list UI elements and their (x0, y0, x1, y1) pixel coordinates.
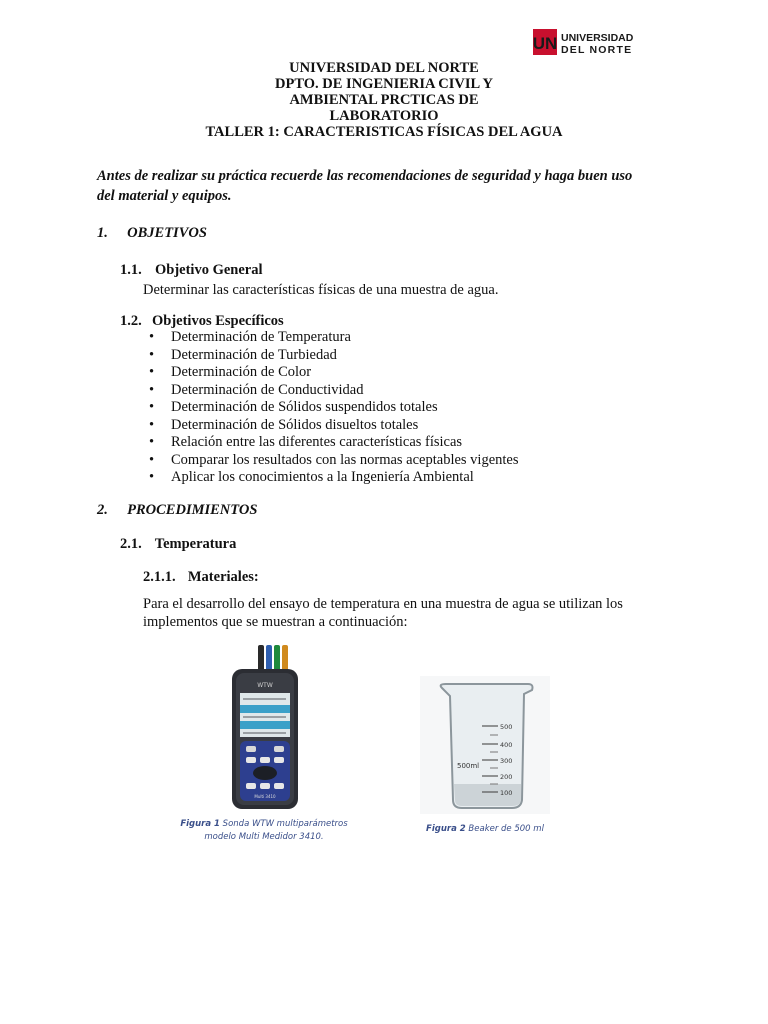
section-1-number: 1. (97, 225, 108, 241)
figure-1-caption (176, 818, 352, 844)
section-2-title: PROCEDIMIENTOS (127, 502, 258, 518)
figure-2-image (420, 676, 550, 814)
logo-line1: UNIVERSIDAD (561, 32, 634, 44)
university-logo-mark (533, 26, 639, 58)
figure-1-label: Figura 1 (180, 819, 220, 829)
safety-warning-line2: del material y equipos. (97, 188, 232, 204)
list-item: • Aplicar los conocimientos a la Ingeniería Ambiental (147, 469, 519, 487)
section-1-heading (97, 225, 207, 242)
header-practices: AMBIENTAL PRCTICAS DE (289, 92, 479, 108)
section-2-number: 2. (97, 502, 108, 518)
section-1-2-heading (120, 313, 284, 330)
figure-2-label: Figura 2 (426, 824, 466, 834)
section-2-1-1-heading (143, 569, 259, 586)
section-1-2-number: 1.2. (120, 313, 142, 329)
list-item: • Relación entre las diferentes características físicas (147, 434, 519, 452)
section-2-1-title: Temperatura (154, 536, 237, 552)
section-1-1-heading (120, 262, 263, 279)
list-item: • Determinación de Sólidos suspendidos totales (147, 399, 519, 417)
specific-objectives-list (147, 329, 519, 487)
list-item: • Comparar los resultados con las normas aceptables vigentes (147, 452, 519, 470)
university-logo (533, 26, 639, 58)
multiparameter-meter-illustration (184, 643, 344, 815)
logo-mark-text: UN (533, 34, 558, 53)
section-2-1-1-title: Materiales: (187, 569, 259, 585)
beaker-scale-200: 200 (500, 773, 513, 781)
section-2-heading (97, 502, 257, 519)
general-objective-text: Determinar las características físicas de una muestra de agua. (143, 282, 499, 298)
beaker-scale-500: 500 (500, 723, 513, 731)
header-workshop-title: TALLER 1: CARACTERISTICAS FÍSICAS DEL AGUA (205, 124, 563, 140)
beaker-scale-100: 100 (500, 789, 513, 797)
figure-1-caption-line2: modelo Multi Medidor 3410. (204, 832, 324, 842)
header-university: UNIVERSIDAD DEL NORTE (289, 60, 479, 76)
figure-1-caption-line1: Sonda WTW multiparámetros (219, 819, 348, 829)
beaker-scale-400: 400 (500, 741, 513, 749)
list-item: • Determinación de Conductividad (147, 382, 519, 400)
section-1-1-number: 1.1. (120, 262, 142, 278)
list-item: • Determinación de Turbiedad (147, 347, 519, 365)
logo-line2: DEL NORTE (561, 44, 633, 56)
header-department: DPTO. DE INGENIERIA CIVIL Y (275, 76, 493, 92)
figure-2-caption-text: Beaker de 500 ml (465, 824, 544, 834)
beaker-illustration (420, 676, 550, 814)
section-2-1-1-number: 2.1.1. (143, 569, 176, 585)
section-1-2-title: Objetivos Específicos (152, 313, 284, 329)
device-brand: WTW (257, 682, 273, 689)
list-item: • Determinación de Temperatura (147, 329, 519, 347)
figure-1-image (184, 643, 344, 815)
safety-warning-line1: Antes de realizar su práctica recuerde las recomendaciones de seguridad y haga buen uso (97, 168, 633, 184)
section-2-1-number: 2.1. (120, 536, 142, 552)
beaker-volume-label: 500ml (457, 762, 480, 770)
list-item: • Determinación de Color (147, 364, 519, 382)
beaker-scale-300: 300 (500, 757, 513, 765)
section-1-title: OBJETIVOS (127, 225, 207, 241)
materials-text-line1: Para el desarrollo del ensayo de temperatura en una muestra de agua se utilizan los (143, 596, 623, 612)
header-lab: LABORATORIO (329, 108, 439, 124)
figure-2-caption (420, 823, 550, 836)
section-2-1-heading (120, 536, 236, 553)
list-item: • Determinación de Sólidos disueltos totales (147, 417, 519, 435)
device-model: Multi 3410 (254, 794, 276, 799)
materials-text-line2: implementos que se muestran a continuación: (143, 614, 408, 630)
section-1-1-title: Objetivo General (155, 262, 263, 278)
